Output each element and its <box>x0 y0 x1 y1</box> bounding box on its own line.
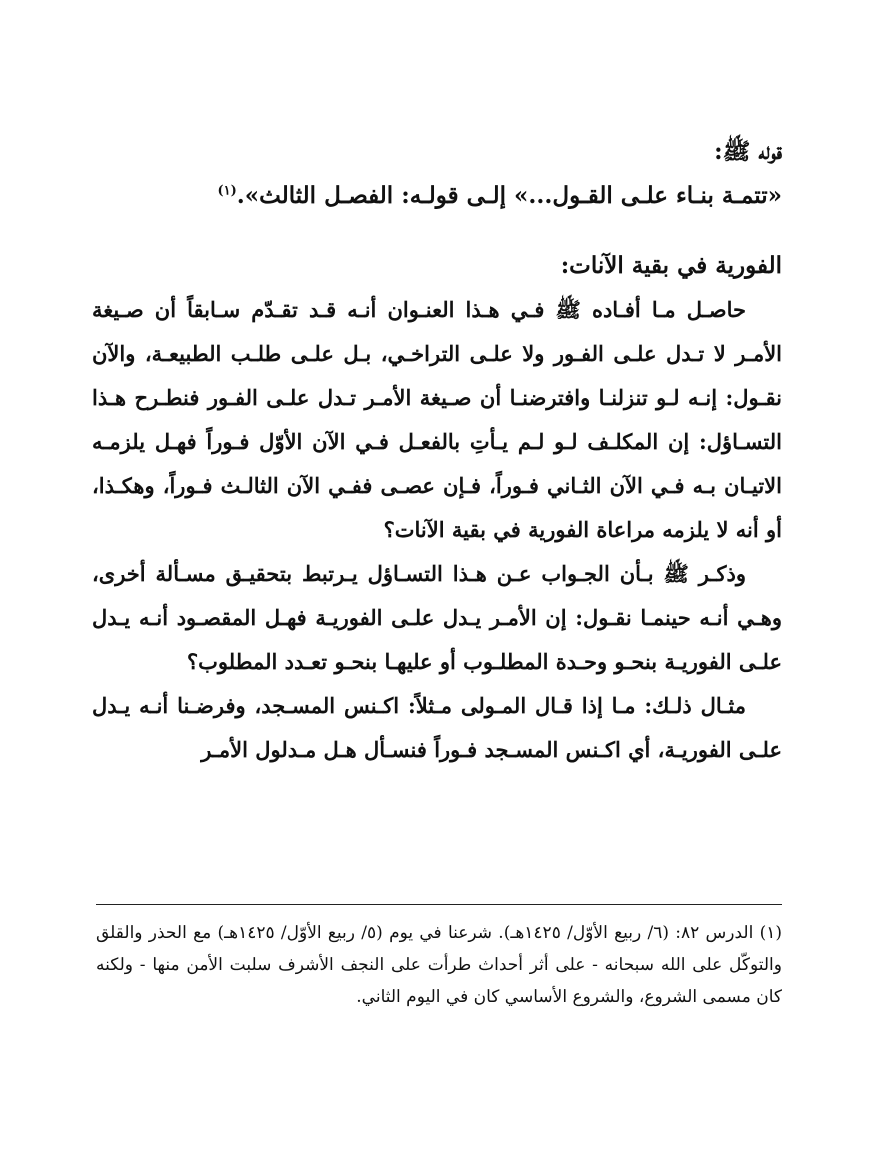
quoted-passage-text: «تتمـة بنـاء علـى القـول...» إلـى قولـه: الفصـل الثالث». <box>236 182 782 209</box>
footnote-reference: (١) <box>217 183 237 199</box>
page-body <box>92 130 782 772</box>
footnotes-area <box>96 904 782 1013</box>
section-title: الفورية في بقية الآنات: <box>560 252 782 279</box>
body-paragraph: وذكـر ﷺ بـأن الجـواب عـن هـذا التسـاؤل يـرتبط بتحقيـق مسـألة أخرى، وهـي أنـه حينمـا نقـول: إن الأمـر يـدل علـى الفوريـة فهـل المقصـود أنـه يـدل علـى الفوريـة بنحـو وحـدة المطلـوب أو عليهـا بنحـو تعـدد المطلوب؟ <box>92 561 782 674</box>
commentary-heading <box>92 130 782 218</box>
body-paragraph: مثـال ذلـك: مـا إذا قـال المـولى مـثلاً: اكـنس المسـجد، وفرضـنا أنـه يـدل علـى الفوريـة، أي اكـنس المسـجد فـوراً فنسـأل هـل مـدلول الأمـر <box>92 693 782 762</box>
footnote: (١) الدرس ٨٢: (٦/ ربيع الأوّل/ ١٤٢٥هـ). شرعنا في يوم (٥/ ربيع الأوّل/ ١٤٢٥هـ) مع الحذر والقلق والتوكّل على الله سبحانه - على أثر أحداث طرأت على النجف الأشرف سلبت الأمن منها - ولكنه كان مسمى الشروع، والشروع الأساسي كان في اليوم الثاني. <box>96 923 783 1007</box>
quoted-passage <box>92 174 782 218</box>
body-paragraph: حاصـل مـا أفـاده ﷺ فـي هـذا العنـوان أنـه قـد تقـدّم سـابقاً أن صـيغة الأمـر لا تـدل علـى الفـور ولا علـى التراخـي، بـل علـى طلـب الطبيعـة، والآن نقـول: إنـه لـو تنزلنـا وافترضنـا أن صـيغة الأمـر تـدل علـى الفـور فنطـرح هـذا التسـاؤل: إن المكلـف لـو لـم يـأتِ بالفعـل فـي الآن الأوّل فـوراً فهـل يلزمـه الاتيـان بـه فـي الآن الثـاني فـوراً، فـإن عصـى ففـي الآن الثالـث فـوراً، وهكـذا، أو أنه لا يلزمه مراعاة الفورية في بقية الآنات؟ <box>92 297 782 542</box>
qawluh-label: قوله ﷺ: <box>714 138 782 165</box>
